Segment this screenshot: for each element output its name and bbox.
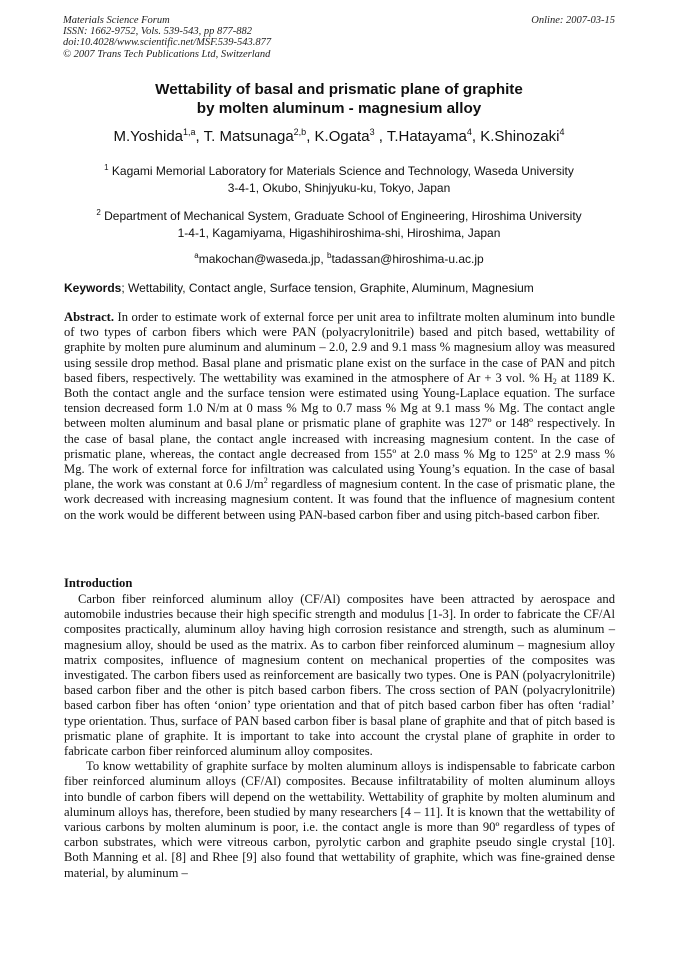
title-line-1: Wettability of basal and prismatic plane of graphite <box>155 81 523 98</box>
author-separator: , <box>374 128 387 145</box>
affiliation-1 <box>0 163 678 196</box>
author-name: T. Matsunaga <box>203 128 294 145</box>
paper-title <box>0 80 678 118</box>
title-line-2: by molten aluminum - magnesium alloy <box>196 100 482 117</box>
author-name: K.Shinozaki <box>480 128 560 145</box>
affiliation-address: 3-4-1, Okubo, Shinjyuku-ku, Tokyo, Japan <box>227 180 451 195</box>
email-sup: b <box>326 251 332 260</box>
author-sup: 4 <box>559 127 565 137</box>
keywords <box>64 280 616 296</box>
abstract-text: In order to estimate work of external force per unit area to infiltrate molten aluminum into bundle of two types of carbon fibers which were PAN (polyacrylonitrile) based and pitch based, wettability of graphite by molten pure aluminum and aluminum – 2.0, 2.9 and 9.1 mass % magnesium alloy was measured using sessile drop method. Basal plane and prismatic plane exist on the surface in the case of PAN and pitch based fibers, respectively. The wettability was examined in the atmosphere of Ar + 3 vol. % H <box>64 310 615 385</box>
email-sup: a <box>194 251 199 260</box>
issn-line: ISSN: 1662-9752, Vols. 539-543, pp 877-882 <box>63 26 252 38</box>
author-sup: 3 <box>369 127 375 137</box>
author-name: T.Hatayama <box>386 128 467 145</box>
author-name: K.Ogata <box>314 128 370 145</box>
author-separator: , <box>471 128 481 145</box>
abstract-label: Abstract. <box>64 310 115 324</box>
author-sup: 2,b <box>293 127 307 137</box>
subscript: 2 <box>552 376 557 386</box>
keywords-text: ; Wettability, Contact angle, Surface tension, Graphite, Aluminum, Magnesium <box>121 281 534 295</box>
journal-name: Materials Science Forum <box>63 15 170 26</box>
affiliation-number: 1 <box>104 163 109 172</box>
email-b[interactable]: tadassan@hiroshima-u.ac.jp <box>331 252 484 266</box>
doi-line[interactable]: doi:10.4028/www.scientific.net/MSF.539-543.877 <box>63 37 272 49</box>
abstract-text: regardless of magnesium content. In the case of prismatic plane, the work decreased with increasing magnesium content. It was found that the influence of magnesium content on the work would be different between using PAN-based carbon fiber and using pitch-based carbon fiber. <box>64 477 615 522</box>
keywords-label: Keywords <box>64 281 122 295</box>
author-separator: , <box>195 128 204 145</box>
superscript: 2 <box>263 476 268 486</box>
introduction-body <box>64 592 615 881</box>
author-sup: 1,a <box>183 127 196 137</box>
paragraph: Carbon fiber reinforced aluminum alloy (CF/Al) composites have been attracted by aerospace and automobile industries because their high specific strength and modulus [1-3]. In order to fabricate the CF/Al composites practically, aluminum alloy having high corrosion resistance and strength, such as aluminum – magnesium alloy, should be used as the matrix. As to carbon fiber reinforced aluminum – magnesium alloy matrix composites, influence of magnesium content on mechanical properties of the composites was investigated. The carbon fibers used as reinforcement are basically two types. One is PAN (polyacrylonitrile) based carbon fiber and the other is pitch based carbon fibers. The cross section of PAN (polyacrylonitrile) based carbon fiber has often ‘onion’ type orientation and that of pitch based carbon fiber has often ‘radial’ type orientation. Thus, surface of PAN based carbon fiber is basal plane of graphite and that of pitch based is prismatic plane of graphite. It is important to take into account the crystal plane of graphite in order to fabricate carbon fiber reinforced aluminum alloy composites. <box>64 592 615 759</box>
affiliation-address: 1-4-1, Kagamiyama, Higashihiroshima-shi, Hiroshima, Japan <box>177 225 501 240</box>
affiliation-line: Department of Mechanical System, Graduate School of Engineering, Hiroshima University <box>104 209 582 223</box>
abstract <box>64 310 615 523</box>
affiliation-number: 2 <box>96 208 101 217</box>
paragraph: To know wettability of graphite surface by molten aluminum alloys is indispensable to fabricate carbon fiber reinforced aluminum alloys (CF/Al) composites. Because infiltratability of molten aluminum alloys into bundle of carbon fibers will depend on the wettability. Wettability of graphite by molten aluminum and aluminum alloys has, therefore, been studied by many researchers [4 – 11]. It is known that the wettability of various carbons by molten aluminum is poor, i.e. the contact angle is more than 90º regardless of types of carbon substrates, which were vitreous carbon, pyrolytic carbon and graphite pseudo single crystal [10]. Both Manning et al. [8] and Rhee [9] also found that wettability of graphite, which was fine-grained dense material, by aluminum – <box>64 759 615 880</box>
author-separator: , <box>306 128 315 145</box>
author-list <box>0 128 678 146</box>
online-date: Online: 2007-03-15 <box>531 15 615 26</box>
email-line <box>0 251 678 268</box>
affiliation-2 <box>0 208 678 241</box>
section-heading: Introduction <box>64 576 133 590</box>
journal-header <box>63 15 271 60</box>
email-a[interactable]: makochan@waseda.jp, <box>198 252 327 266</box>
copyright-line: © 2007 Trans Tech Publications Ltd, Switzerland <box>63 48 271 60</box>
author-sup: 4 <box>466 127 472 137</box>
author-name: M.Yoshida <box>113 128 184 145</box>
affiliation-line: Kagami Memorial Laboratory for Materials Science and Technology, Waseda University <box>111 164 574 178</box>
abstract-text: at 1189 K. Both the contact angle and the surface tension were estimated using Young-Laplace equation. The surface tension decreased form 1.0 N/m at 0 mass % Mg to 0.7 mass % Mg at 9.1 mass % Mg. The contact angle between molten aluminum and basal plane or prismatic plane of graphite was 127º or 148º respectively. In the case of basal plane, the contact angle increased with increasing magnesium content. In the case of prismatic plane, whereas, the contact angle decreased from 155º at 2.0 mass % Mg to 125º at 2.9 mass % Mg. The work of external force for infiltration was calculated using Young’s equation. In the case of basal plane, the work was constant at 0.6 J/m <box>64 370 616 492</box>
